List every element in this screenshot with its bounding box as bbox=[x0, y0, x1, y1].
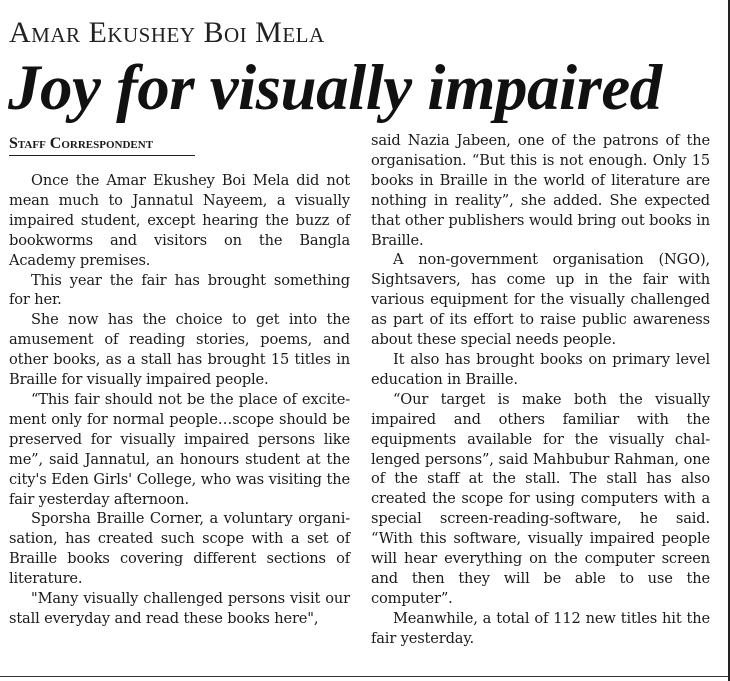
paragraph: It also has brought books on primary level education in Braille. bbox=[371, 350, 710, 388]
bottom-rule bbox=[0, 676, 728, 677]
paragraph: Meanwhile, a total of 112 new titles hit the fair yesterday. bbox=[371, 609, 710, 647]
paragraph-continuation: said Nazia Jabeen, one of the patrons of the organisation. “But this is not enough. Only 15 books in Braille in the world of literature are nothing in reality”, she added. She expected that other publishers would bring out books in Braille. bbox=[371, 132, 710, 249]
left-column bbox=[9, 171, 350, 629]
paragraph: “This fair should not be the place of excite-ment only for normal people…scope should be preserved for visually impaired persons like me”, said Jannatul, an honours student at the city's Eden Girls' College, who was visiting the fair yesterday afternoon. bbox=[9, 390, 350, 508]
headline: Joy for visually impaired bbox=[8, 52, 662, 124]
paragraph: Sporsha Braille Corner, a voluntary organi-sation, has created such scope with a set of Braille books covering different sections of literature. bbox=[9, 510, 350, 588]
paragraph: A non-government organisation (NGO), Sightsavers, has come up in the fair with various equipment for the visually challenged as part of its effort to raise public awareness about these special needs people. bbox=[371, 251, 710, 349]
paragraph: “Our target is make both the visually impaired and others familiar with the equipments available for the visually chal-lenged persons”, said Mahbubur Rahman, one of the staff at the stall. The stall has also created the scope for using computers with a special screen-reading-software, he said. “With this software, visually impaired people will hear everything on the computer screen and then they will be able to use the computer”. bbox=[371, 390, 710, 607]
paragraph: "Many visually challenged persons visit our stall everyday and read these books here", bbox=[9, 590, 350, 627]
right-column bbox=[371, 131, 710, 649]
byline: Staff Correspondent bbox=[9, 134, 195, 156]
paragraph: Once the Amar Ekushey Boi Mela did not mean much to Jannatul Nayeem, a visually impaired student, except hearing the buzz of bookworms and visitors on the Bangla Academy premises. bbox=[9, 172, 350, 269]
paragraph: This year the fair has brought something for her. bbox=[9, 271, 350, 309]
kicker: Amar Ekushey Boi Mela bbox=[9, 16, 325, 49]
paragraph: She now has the choice to get into the amusement of reading stories, poems, and other books, as a stall has brought 15 titles in Braille for visually impaired people. bbox=[9, 311, 350, 389]
